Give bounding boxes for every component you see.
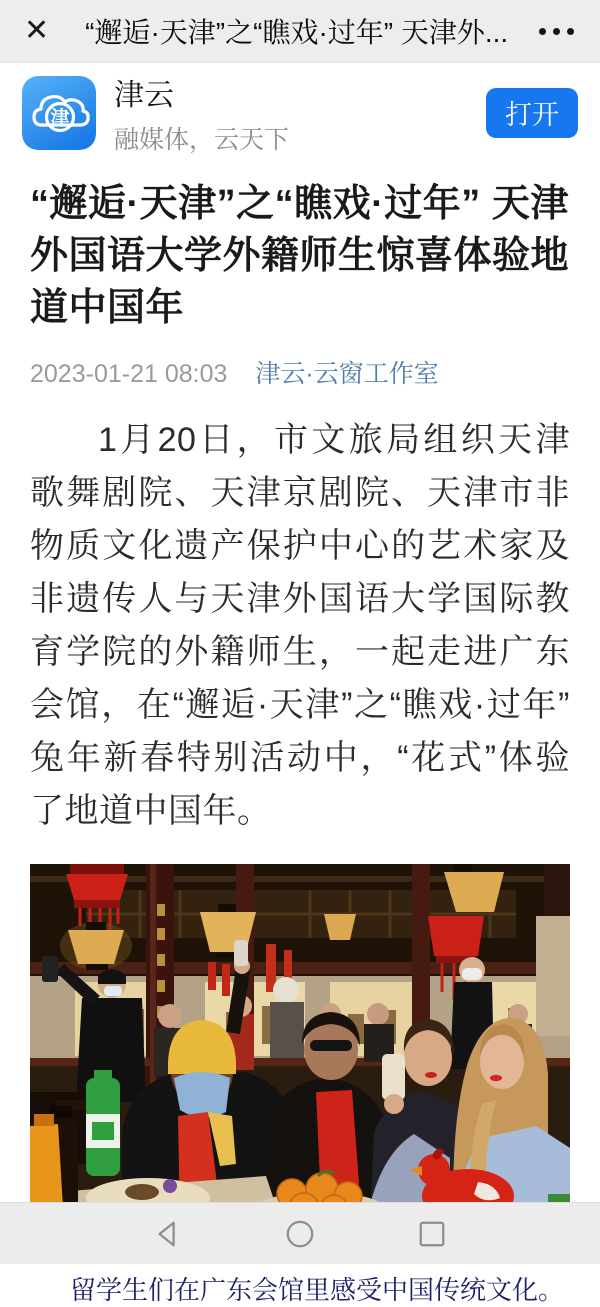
logo-char: 津 xyxy=(50,106,70,129)
app-banner-text xyxy=(114,70,289,156)
source-link[interactable]: 津云·云窗工作室 xyxy=(255,360,439,388)
publish-date: 2023-01-21 08:03 xyxy=(30,360,228,388)
article xyxy=(0,178,600,1307)
recents-icon[interactable] xyxy=(416,1218,448,1250)
article-paragraph: 1月20日，市文旅局组织天津歌舞剧院、天津京剧院、天津市非物质文化遗产保护中心的艺术家及非遗传人与天津外国语大学国际教育学院的外籍师生，一起走进广东会馆，在“邂逅·天津”之“瞧戏·过年”兔年新春特别活动中，“花式”体验了地道中国年。 xyxy=(30,421,570,830)
android-nav-bar xyxy=(0,1202,600,1264)
back-icon[interactable] xyxy=(152,1218,184,1250)
article-meta xyxy=(30,354,570,390)
jinyun-app-logo-icon[interactable] xyxy=(22,76,96,150)
webview-top-bar xyxy=(0,0,600,63)
article-title: “邂逅·天津”之“瞧戏·过年” 天津外国语大学外籍师生惊喜体验地道中国年 xyxy=(30,183,570,329)
photo-caption: 留学生们在广东会馆里感受中国传统文化。 xyxy=(70,1275,565,1305)
app-tagline: 融媒体，云天下 xyxy=(114,125,290,154)
article-photo[interactable] xyxy=(30,864,570,1224)
home-icon[interactable] xyxy=(284,1218,316,1250)
app-banner xyxy=(0,63,600,162)
open-app-button[interactable]: 打开 xyxy=(486,88,578,138)
close-icon[interactable]: ✕ xyxy=(24,14,50,47)
page-title: “邂逅·天津”之“瞧戏·过年” 天津外... xyxy=(85,17,509,48)
guangdong-guild-hall-photo-illustration xyxy=(30,864,570,1224)
more-menu-icon[interactable] xyxy=(537,22,576,41)
app-name: 津云 xyxy=(114,78,174,112)
